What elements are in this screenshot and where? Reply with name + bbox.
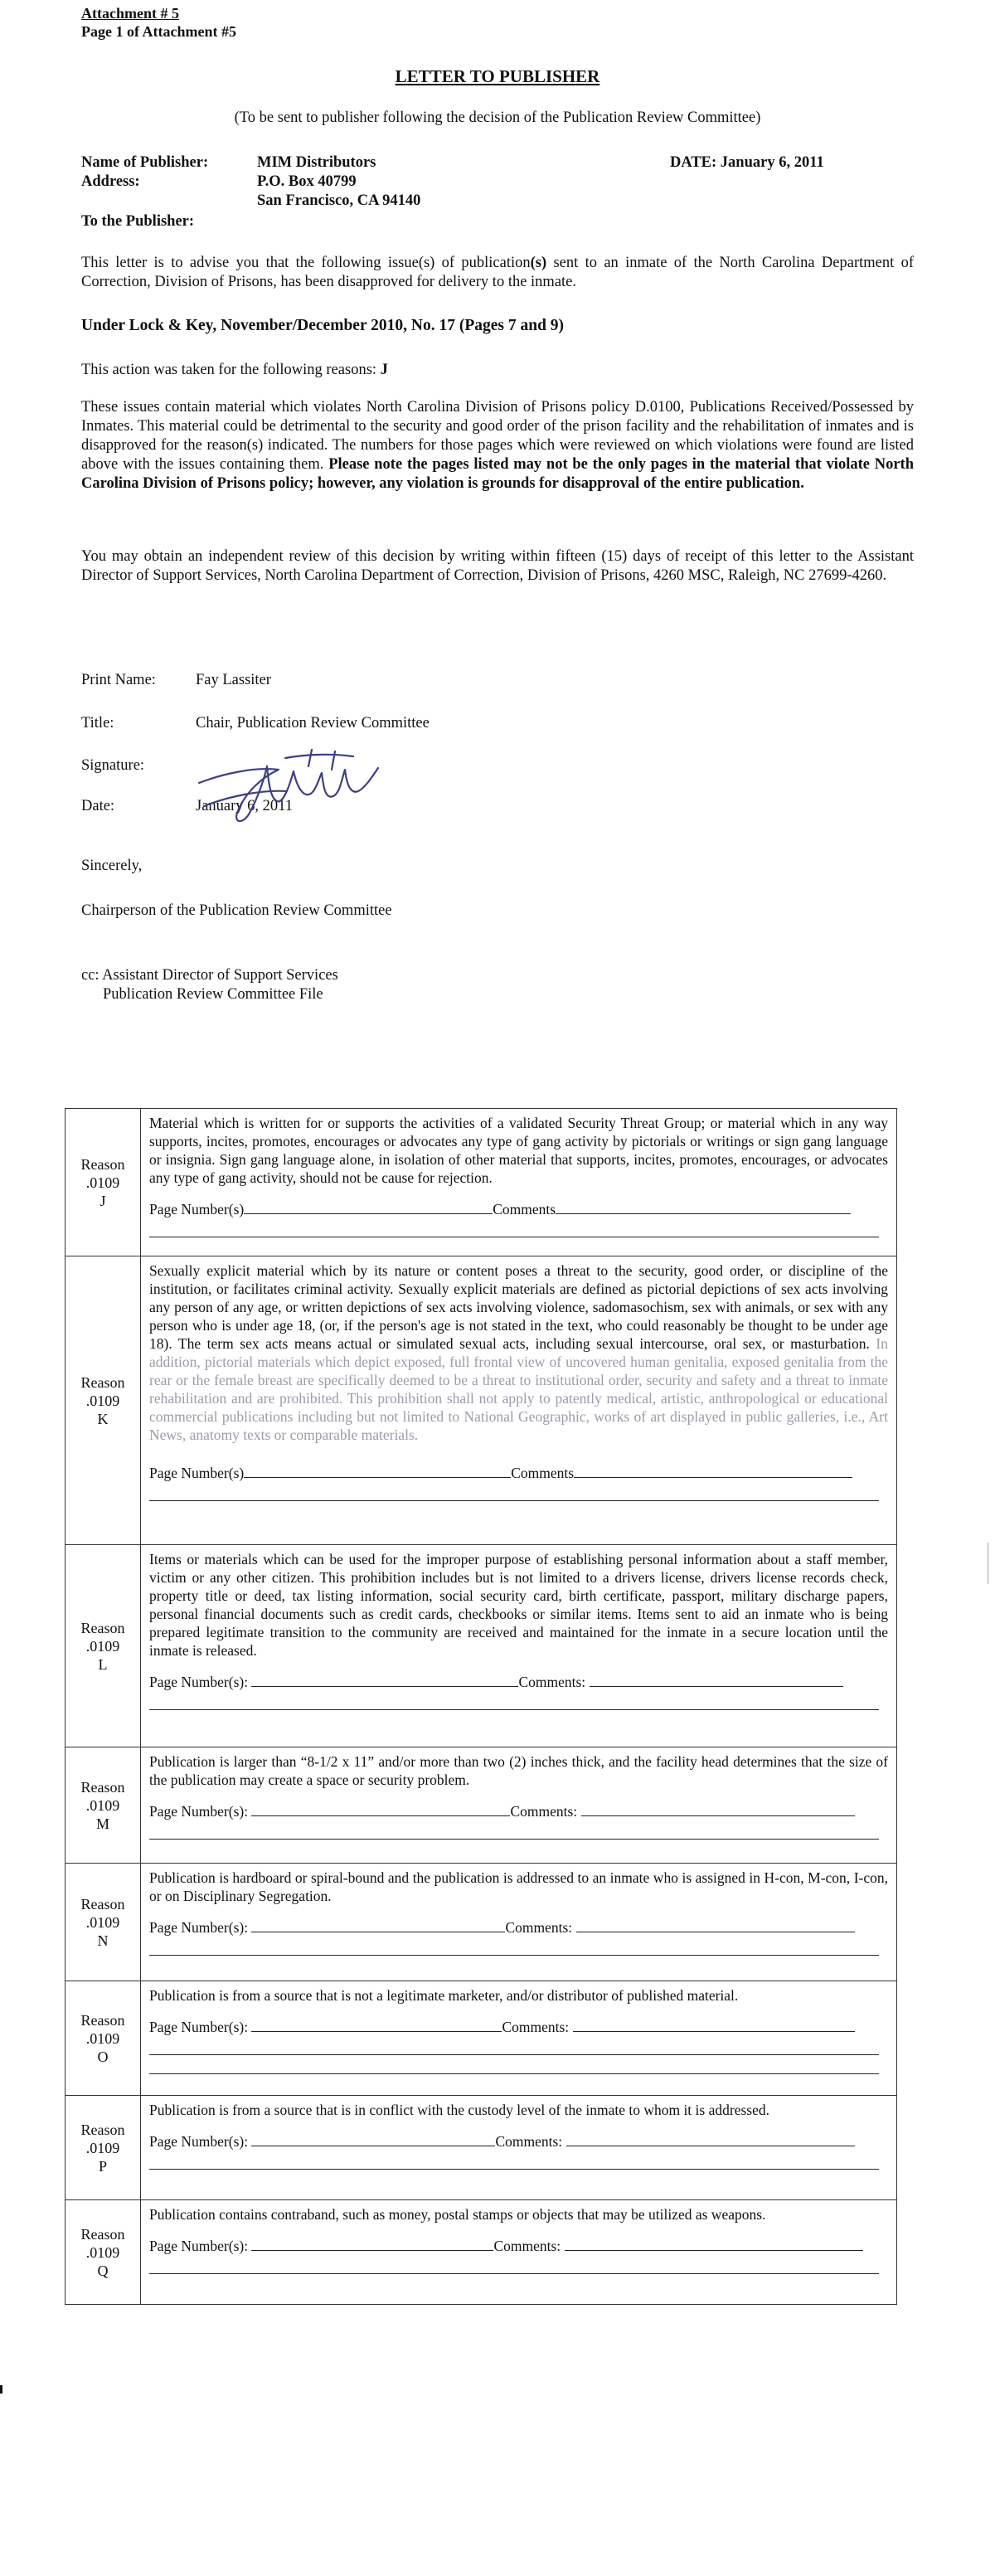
comments-blank[interactable] — [576, 1918, 855, 1932]
reason-label — [66, 2200, 141, 2305]
review-paragraph: You may obtain an independent review of this decision by writing within fifteen (15) days of receipt of this letter to the Assistant Director of Support Services, North Carolina Department of Correction, Division of Prisons, 4260 MSC, Raleigh, NC 27699-4260. — [81, 548, 914, 584]
table-row — [66, 1864, 897, 1981]
reason-text: Publication is larger than “8-1/2 x 11” and/or more than two (2) inches thick, and the facility head determines that the size of the publication may create a space or security problem. — [149, 1753, 888, 1788]
comments-label: Comments: — [518, 1674, 590, 1690]
page-of-attachment: Page 1 of Attachment #5 — [81, 23, 236, 40]
reason-number: .0109 — [85, 1392, 120, 1409]
reason-label — [66, 2096, 141, 2200]
reason-code: L — [98, 1655, 108, 1673]
reason-code: O — [97, 2048, 109, 2065]
page-number-label: Page Number(s): — [149, 2133, 252, 2150]
reason-label — [66, 1256, 141, 1545]
reason-text: Publication is hardboard or spiral-bound and the publication is addressed to an inmate who is assigned in H-con, M-con, I-con, or on Disciplinary Segregation. — [149, 1869, 888, 1904]
print-name-label: Print Name: — [81, 672, 156, 688]
comments-blank[interactable] — [565, 2237, 863, 2251]
page-number-blank[interactable] — [251, 1673, 518, 1687]
comments-continuation-line[interactable] — [149, 2039, 879, 2055]
reason-text: Items or materials which can be used for the improper purpose of establishing personal information about a staff member, victim or any other citizen. This prohibition includes but is not limited to a drivers license, drivers license records check, property title or deed, tax listing information, social security card, birth certificate, passport, military discharge papers, personal financial documents such as credit cards, checkbooks or similar items. Items sent to aid an inmate who is being prepared legitimate transition to the community are received and maintained for the inmate in a secure location until the inmate is released. — [149, 1551, 888, 1659]
cc-line-2: Publication Review Committee File — [103, 986, 323, 1003]
date-label: Date: — [81, 798, 115, 814]
reason-text: Publication is from a source that is in conflict with the custody level of the inmate to whom it is addressed. — [149, 2102, 769, 2118]
reason-word: Reason — [80, 2011, 125, 2029]
reason-code: Q — [97, 2262, 109, 2279]
reason-text-main: Sexually explicit material which by its nature or content poses a threat to the security, good order, or discipline of the institution, or facilitates criminal activity. Sexually explicit materials are defined as pictorial depictions of sex acts involving any person of any age, or written depictions of sex acts involving violence, sadomasochism, sex with animals, or sex with any person who is under age 18, (or, if the person's age is not stated in the text, who could reasonably be thought to be under age 18). The term sex acts means actual or simulated sexual acts, including sexual intercourse, oral sex, or masturbation. — [149, 1262, 888, 1352]
policy-bold-text: Please note the pages listed may not be the only pages in the material that violate North Carolina Division of Prisons policy; however, any violation is grounds for disapproval of the entire publication. — [81, 456, 914, 492]
margin-mark — [0, 2385, 2, 2394]
comments-blank[interactable] — [566, 2132, 855, 2146]
publisher-label: Name of Publisher: — [81, 154, 209, 171]
page-number-label: Page Number(s): — [149, 1803, 252, 1820]
page-number-line — [149, 2237, 888, 2255]
table-row — [66, 1747, 897, 1864]
page-number-label: Page Number(s) — [149, 1201, 245, 1218]
comments-label: Comments: — [502, 2019, 573, 2035]
reason-code: J — [100, 1192, 106, 1209]
reason-description-cell — [141, 2096, 897, 2200]
action-text: This action was taken for the following reasons: — [81, 362, 381, 378]
reason-word: Reason — [80, 1155, 125, 1173]
page-title: LETTER TO PUBLISHER — [395, 66, 600, 86]
attachment-number: Attachment # 5 — [81, 5, 179, 22]
reason-word: Reason — [80, 1895, 125, 1913]
reason-label — [66, 1864, 141, 1981]
comments-continuation-line[interactable] — [149, 1824, 879, 1840]
title-value: Chair, Publication Review Committee — [196, 715, 430, 731]
page-number-line — [149, 2018, 888, 2036]
page-number-line — [149, 1918, 888, 1937]
action-reasons — [81, 362, 388, 379]
comments-label: Comments: — [493, 2238, 565, 2254]
comments-label: Comments: — [495, 2133, 566, 2150]
reason-code: P — [98, 2157, 107, 2175]
table-row — [66, 1109, 897, 1256]
page-number-blank[interactable] — [251, 1802, 510, 1816]
comments-continuation-line[interactable] — [149, 2258, 879, 2274]
reason-number: .0109 — [85, 1174, 120, 1191]
address-line-1: P.O. Box 40799 — [257, 173, 357, 190]
reason-word: Reason — [80, 1619, 125, 1636]
cc-line-1: cc: Assistant Director of Support Services — [81, 967, 338, 984]
policy-text: These issues contain material which violates North Carolina Division of Prisons policy D.0100, Publications Received/Possessed by Inmates. This material could be detrimental to the security and good order of the prison facility and the rehabilitation of inmates and is disapproved for the reason(s) indicated. The numbers for those pages which were reviewed on which violations were found are listed above with the issues containing them. — [81, 399, 914, 473]
comments-continuation-line[interactable] — [149, 1485, 879, 1501]
address-line-2: San Francisco, CA 94140 — [257, 192, 421, 209]
comments-label: Comments — [493, 1201, 556, 1218]
page-number-blank[interactable] — [251, 2018, 502, 2032]
scan-edge-mark — [987, 1543, 989, 1584]
comments-label: Comments: — [505, 1919, 576, 1936]
reason-number: .0109 — [85, 2243, 120, 2261]
reason-number: .0109 — [85, 2029, 120, 2047]
comments-continuation-line[interactable] — [149, 2154, 879, 2170]
sincerely-text: Sincerely, — [81, 858, 143, 874]
comments-blank[interactable] — [581, 1802, 855, 1816]
table-row — [66, 2200, 897, 2305]
reason-description-cell — [141, 1981, 897, 2096]
page-number-blank[interactable] — [251, 1918, 505, 1932]
to-publisher-label: To the Publisher: — [81, 213, 195, 230]
reason-word: Reason — [80, 1373, 125, 1391]
action-reason-code: J — [380, 362, 388, 378]
reason-text: Material which is written for or supports the activities of a validated Security Threat Group; or material which in any way supports, incites, promotes, encourages or advocates any type of gang activity by pictorials or writings or sign gang language or insignia. Sign gang language alone, in isolation of other material that supports, incites, promotes, encourages, or advocates any type of gang activity, should not be cause for rejection. — [149, 1115, 888, 1186]
reasons-table — [65, 1108, 897, 2305]
title-label: Title: — [81, 715, 114, 731]
reason-number: .0109 — [85, 1796, 120, 1814]
publisher-name: MIM Distributors — [257, 154, 376, 171]
page-number-blank[interactable] — [244, 1464, 511, 1478]
reason-code: M — [95, 1815, 109, 1832]
reason-label — [66, 1545, 141, 1747]
signature-label: Signature: — [81, 757, 145, 774]
reason-code: N — [97, 1932, 109, 1949]
page-number-line — [149, 1802, 888, 1820]
page-number-line — [149, 2132, 888, 2151]
table-row — [66, 1981, 897, 2096]
reason-label — [66, 1981, 141, 2096]
comments-blank[interactable] — [573, 2018, 855, 2032]
page-number-label: Page Number(s): — [149, 2238, 252, 2254]
comments-label: Comments: — [510, 1803, 581, 1820]
date-value: January 6, 2011 — [196, 798, 293, 814]
reason-word: Reason — [80, 2121, 125, 2138]
page-number-label: Page Number(s) — [149, 1465, 245, 1481]
page-subtitle: (To be sent to publisher following the decision of the Publication Review Committee) — [234, 109, 761, 126]
publication-issue: Under Lock & Key, November/December 2010, No. 17 (Pages 7 and 9) — [81, 317, 565, 334]
page-number-line — [149, 1464, 888, 1482]
reason-text-faded: In addition, pictorial materials which depict exposed, full frontal view of uncovered human genitalia, exposed genitalia from the rear or the female breast are specifically deemed to be a threat to institutional order, security and safety and a threat to inmate rehabilitation and are prohibited. This prohibition shall not apply to patently medical, artistic, anthropological or educational commercial publications including but not limited to National Geographic, works of art displayed in public galleries, i.e., Art News, anatomy texts or comparable materials. — [149, 1335, 888, 1443]
table-row — [66, 2096, 897, 2200]
reason-label — [66, 1747, 141, 1864]
reason-label — [66, 1109, 141, 1256]
reason-text: Publication contains contraband, such as money, postal stamps or objects that may be utilized as weapons. — [149, 2206, 766, 2223]
intro-text-a: This letter is to advise you that the following issue(s) of publication — [81, 255, 531, 271]
intro-paragraph — [81, 254, 914, 292]
handwritten-signature — [187, 733, 386, 833]
address-label: Address: — [81, 173, 140, 190]
letter-date: DATE: January 6, 2011 — [670, 154, 824, 171]
page-number-blank[interactable] — [251, 2237, 493, 2251]
comments-blank[interactable] — [556, 1200, 851, 1214]
reason-number: .0109 — [85, 2139, 120, 2156]
page-number-line — [149, 1673, 888, 1691]
policy-paragraph — [81, 398, 914, 493]
reason-number: .0109 — [85, 1913, 120, 1931]
comments-continuation-line[interactable] — [149, 1222, 879, 1237]
page-number-blank[interactable] — [251, 2132, 495, 2146]
reason-description-cell — [141, 2200, 897, 2305]
page-number-blank[interactable] — [244, 1200, 493, 1214]
reason-description-cell — [141, 1864, 897, 1981]
intro-text-b: (s) — [530, 255, 547, 271]
comments-blank[interactable] — [590, 1673, 843, 1687]
reason-word: Reason — [80, 1778, 125, 1796]
reason-word: Reason — [80, 2225, 125, 2243]
reason-code: K — [97, 1410, 109, 1427]
page-number-label: Page Number(s): — [149, 2019, 252, 2035]
table-row — [66, 1545, 897, 1747]
print-name-value: Fay Lassiter — [196, 672, 271, 688]
reason-description-cell — [141, 1256, 897, 1545]
closing-title: Chairperson of the Publication Review Committee — [81, 902, 392, 919]
comments-continuation-line[interactable] — [149, 2058, 879, 2074]
reason-text: Publication is from a source that is not a legitimate marketer, and/or distributor of published material. — [149, 1987, 739, 2004]
page-number-line — [149, 1200, 888, 1218]
reason-description-cell — [141, 1545, 897, 1747]
comments-label: Comments — [511, 1465, 575, 1481]
reason-description-cell — [141, 1109, 897, 1256]
page-number-label: Page Number(s): — [149, 1919, 252, 1936]
comments-continuation-line[interactable] — [149, 1694, 879, 1710]
table-row — [66, 1256, 897, 1545]
reason-number: .0109 — [85, 1637, 120, 1655]
reason-text — [149, 1261, 888, 1444]
comments-continuation-line[interactable] — [149, 1940, 879, 1956]
reason-description-cell — [141, 1747, 897, 1864]
intro-text-c: sent to an inmate of the North Carolina Department of Correction, Division of Prisons, has been disapproved for delivery to the inmate. — [81, 255, 914, 290]
page-number-label: Page Number(s): — [149, 1674, 252, 1690]
comments-blank[interactable] — [574, 1464, 852, 1478]
